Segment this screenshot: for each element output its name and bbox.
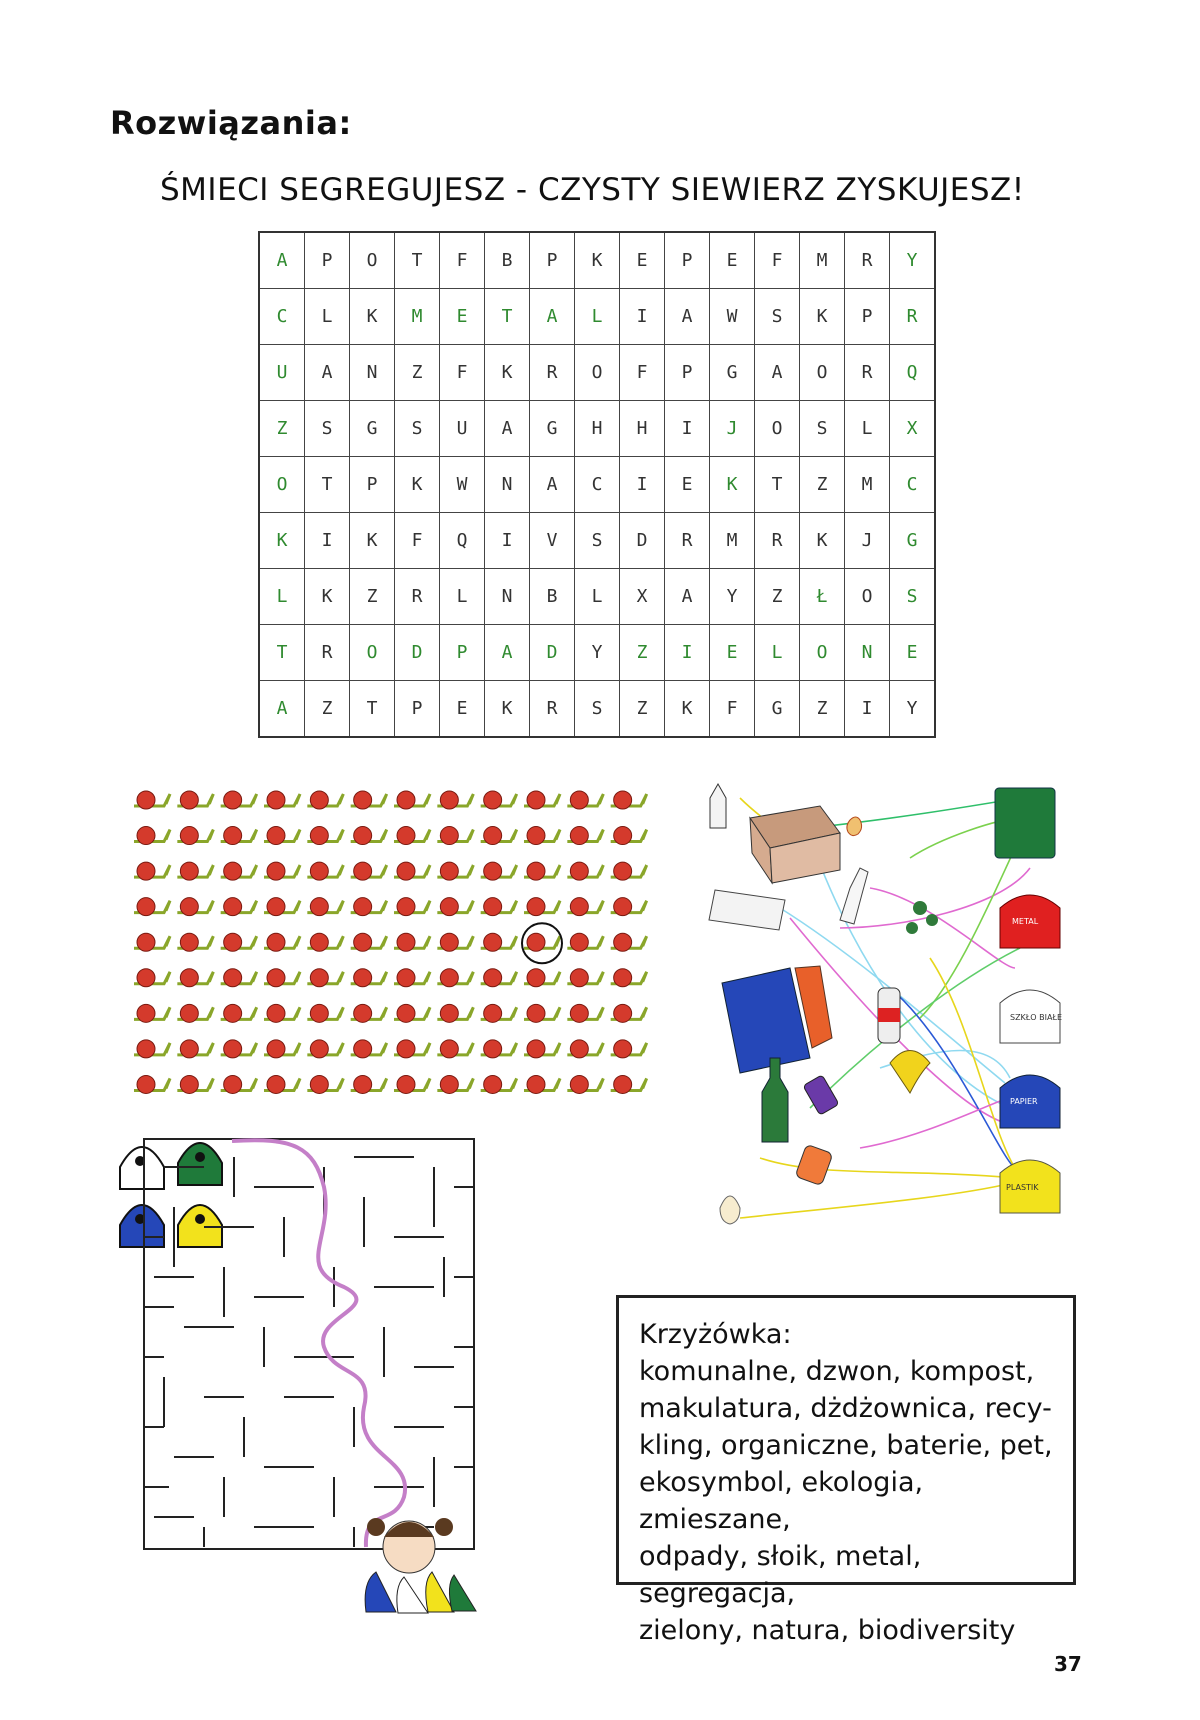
snail-icon (221, 898, 257, 916)
word-search-cell: C (575, 457, 620, 513)
word-search-cell: K (665, 681, 710, 738)
snail-icon (611, 1040, 647, 1058)
snail-icon (524, 933, 560, 951)
word-search-cell: R (530, 345, 575, 401)
snail-icon (351, 969, 387, 987)
word-search-cell: M (800, 232, 845, 289)
word-search-cell: A (259, 232, 305, 289)
word-search-cell: R (845, 345, 890, 401)
snail-icon (134, 827, 170, 845)
word-search-row (259, 345, 935, 401)
snail-icon (611, 791, 647, 809)
notebook-icon (722, 966, 832, 1073)
snail-icon (394, 827, 430, 845)
white-bin-icon (120, 1147, 164, 1189)
snail-icon (177, 1040, 213, 1058)
crossword-answer-line: odpady, słoik, metal, segregacja, (639, 1541, 922, 1609)
word-search-cell: Z (350, 569, 395, 625)
metal-bin-icon (1000, 895, 1060, 948)
word-search-cell: Y (890, 232, 936, 289)
word-search-cell: E (440, 681, 485, 738)
snail-icon (437, 862, 473, 880)
bin-label-white-glass: SZKŁO BIAŁE (1010, 1013, 1063, 1022)
word-search-cell: H (575, 401, 620, 457)
wordsearch-solution-phrase: ŚMIECI SEGREGUJESZ - CZYSTY SIEWIERZ ZYSKUJESZ! (160, 172, 1025, 208)
word-search-cell: Y (575, 625, 620, 681)
snail-icon (611, 933, 647, 951)
snail-icon (134, 898, 170, 916)
word-search-cell: I (845, 681, 890, 738)
word-search-row (259, 513, 935, 569)
snail-icon (524, 1075, 560, 1093)
word-search-cell: K (710, 457, 755, 513)
snail-icon (611, 827, 647, 845)
snail-icon (177, 827, 213, 845)
crossword-answer-line: komunalne, dzwon, kompost, (639, 1356, 1035, 1387)
word-search-cell: U (259, 345, 305, 401)
word-search-cell: O (800, 345, 845, 401)
maze-bins (120, 1143, 222, 1247)
word-search-cell: X (890, 401, 936, 457)
word-search-cell: F (620, 345, 665, 401)
snail-icon (307, 898, 343, 916)
snail-icon (264, 1075, 300, 1093)
snail-icon (264, 791, 300, 809)
word-search-cell: K (350, 289, 395, 345)
snail-icon (394, 969, 430, 987)
word-search-cell: M (710, 513, 755, 569)
word-search-cell: F (440, 345, 485, 401)
snail-icon (134, 933, 170, 951)
word-search-cell: Z (800, 457, 845, 513)
crossword-answers-box (616, 1295, 1076, 1646)
jar-icon (795, 1144, 833, 1186)
word-search-cell: G (530, 401, 575, 457)
word-search-cell: E (665, 457, 710, 513)
snail-icon (177, 933, 213, 951)
snail-icon (524, 1040, 560, 1058)
word-search-cell: E (710, 625, 755, 681)
word-search-cell: L (305, 289, 350, 345)
snail-icon (524, 791, 560, 809)
snail-icon (221, 969, 257, 987)
snail-icon (134, 791, 170, 809)
word-search-cell: S (395, 401, 440, 457)
word-search-cell: A (485, 625, 530, 681)
plastic-bottle-icon (878, 988, 900, 1043)
word-search-cell: A (305, 345, 350, 401)
leaves-icon (906, 901, 938, 934)
snail-icon (437, 969, 473, 987)
word-search-cell: P (305, 232, 350, 289)
word-search-cell: P (350, 457, 395, 513)
girl-with-bags-illustration (365, 1518, 476, 1613)
snail-icon (351, 791, 387, 809)
snail-icon (264, 1040, 300, 1058)
snail-icon (134, 1004, 170, 1022)
crossword-answer-line: makulatura, dżdżownica, recy- (639, 1393, 1052, 1424)
word-search-cell: E (620, 232, 665, 289)
snail-icon (437, 1040, 473, 1058)
word-search-row (259, 569, 935, 625)
word-search-row (259, 289, 935, 345)
word-search-cell: E (890, 625, 936, 681)
snail-icon (481, 898, 517, 916)
word-search-cell: P (530, 232, 575, 289)
snail-icon (611, 969, 647, 987)
word-search-cell: A (755, 345, 800, 401)
word-search-cell: I (665, 401, 710, 457)
word-search-cell: K (350, 513, 395, 569)
word-search-cell: L (440, 569, 485, 625)
word-search-cell: V (530, 513, 575, 569)
bin-label-paper: PAPIER (1010, 1097, 1038, 1106)
bin-label-plastic: PLASTIK (1006, 1183, 1039, 1192)
word-search-cell: Ł (800, 569, 845, 625)
snail-icon (307, 1040, 343, 1058)
apple-core-icon (847, 817, 862, 836)
snail-icon (524, 827, 560, 845)
snail-icon (437, 1075, 473, 1093)
word-search-cell: I (305, 513, 350, 569)
word-search-cell: Z (800, 681, 845, 738)
snail-icon (567, 862, 603, 880)
snail-icon (351, 933, 387, 951)
snail-icon (177, 1075, 213, 1093)
snail-icon (177, 1004, 213, 1022)
snail-icon (307, 1075, 343, 1093)
word-search-cell: R (890, 289, 936, 345)
word-search-row (259, 457, 935, 513)
word-search-cell: K (800, 513, 845, 569)
snail-icon (481, 933, 517, 951)
word-search-cell: K (395, 457, 440, 513)
snail-icon (264, 862, 300, 880)
snail-icon (264, 898, 300, 916)
paper-bin-icon (1000, 1075, 1060, 1128)
snail-icon (567, 791, 603, 809)
word-search-cell: Z (620, 681, 665, 738)
snail-icon (437, 898, 473, 916)
word-search-cell: K (485, 681, 530, 738)
word-search-row (259, 625, 935, 681)
word-search-cell: E (440, 289, 485, 345)
newspaper-icon (709, 890, 785, 930)
snail-icon (221, 1075, 257, 1093)
word-search-cell: P (665, 345, 710, 401)
word-search-cell: D (530, 625, 575, 681)
word-search-cell: Z (395, 345, 440, 401)
snail-icon (394, 1040, 430, 1058)
word-search-cell: K (305, 569, 350, 625)
word-search-cell: N (485, 569, 530, 625)
banana-peel-icon (890, 1051, 930, 1094)
word-search-cell: T (395, 232, 440, 289)
word-search-cell: P (665, 232, 710, 289)
snail-icon (264, 1004, 300, 1022)
word-search-cell: T (259, 625, 305, 681)
snail-icon (134, 1075, 170, 1093)
snail-icon (221, 862, 257, 880)
word-search-cell: P (845, 289, 890, 345)
snail-icon (437, 791, 473, 809)
word-search-cell: E (710, 232, 755, 289)
word-search-cell: F (440, 232, 485, 289)
snail-icon (394, 862, 430, 880)
word-search-cell: D (395, 625, 440, 681)
word-search-cell: O (575, 345, 620, 401)
word-search-cell: I (620, 289, 665, 345)
snail-icon (307, 827, 343, 845)
snail-icon (264, 969, 300, 987)
snail-icon (221, 1040, 257, 1058)
snail-icon (351, 1004, 387, 1022)
white-glass-bin-icon (1000, 990, 1062, 1043)
word-search-cell: P (395, 681, 440, 738)
word-search-cell: R (755, 513, 800, 569)
snail-icon (394, 791, 430, 809)
word-search-cell: L (575, 289, 620, 345)
word-search-cell: G (890, 513, 936, 569)
snail-icon (611, 898, 647, 916)
snail-icon (221, 1004, 257, 1022)
snail-icon (481, 862, 517, 880)
word-search-cell: C (259, 289, 305, 345)
plastic-bin-icon (1000, 1160, 1060, 1213)
word-search-cell: A (530, 457, 575, 513)
word-search-cell: O (350, 232, 395, 289)
word-search-cell: K (259, 513, 305, 569)
word-search-cell: F (755, 232, 800, 289)
word-search-cell: Z (755, 569, 800, 625)
snail-icon (134, 862, 170, 880)
word-search-cell: H (620, 401, 665, 457)
word-search-cell: U (440, 401, 485, 457)
snail-icon (307, 791, 343, 809)
word-search-cell: S (305, 401, 350, 457)
word-search-row (259, 232, 935, 289)
snail-icon (567, 1075, 603, 1093)
word-search-cell: K (575, 232, 620, 289)
green-bin-icon (995, 788, 1055, 858)
word-search-cell: G (755, 681, 800, 738)
word-search-cell: O (845, 569, 890, 625)
word-search-cell: Y (890, 681, 936, 738)
snail-icon (481, 969, 517, 987)
word-search-row (259, 401, 935, 457)
snail-icon (567, 1004, 603, 1022)
snail-icon (567, 933, 603, 951)
snail-icon (437, 827, 473, 845)
word-search-cell: S (755, 289, 800, 345)
word-search-cell: M (395, 289, 440, 345)
word-search-cell: S (890, 569, 936, 625)
cardboard-box-icon (750, 806, 840, 883)
word-search-cell: N (485, 457, 530, 513)
word-search-cell: A (665, 289, 710, 345)
green-glass-bottle-icon (762, 1058, 788, 1142)
word-search-cell: L (755, 625, 800, 681)
maze-puzzle (114, 1127, 554, 1617)
word-search-cell: I (665, 625, 710, 681)
snail-icon (177, 898, 213, 916)
word-search-cell: T (305, 457, 350, 513)
snail-icon (351, 1075, 387, 1093)
blue-bin-icon (120, 1205, 164, 1247)
word-search-cell: G (710, 345, 755, 401)
word-search-cell: R (530, 681, 575, 738)
snail-icon (351, 827, 387, 845)
snail-icon (524, 862, 560, 880)
snail-icon (221, 933, 257, 951)
word-search-cell: L (575, 569, 620, 625)
snail-icon (394, 933, 430, 951)
word-search-grid (258, 231, 936, 738)
snail-icon (567, 1040, 603, 1058)
word-search-cell: R (395, 569, 440, 625)
can-icon (803, 1075, 839, 1115)
snail-icon (567, 898, 603, 916)
snail-icon (611, 862, 647, 880)
snail-icon (394, 1004, 430, 1022)
word-search-cell: B (485, 232, 530, 289)
word-search-cell: O (350, 625, 395, 681)
word-search-cell: S (575, 681, 620, 738)
snail-icon (134, 1040, 170, 1058)
word-search-cell: D (620, 513, 665, 569)
word-search-cell: I (620, 457, 665, 513)
word-search-cell: J (845, 513, 890, 569)
snail-icon (351, 898, 387, 916)
snail-icon (134, 969, 170, 987)
snail-icon (567, 827, 603, 845)
word-search-cell: Q (440, 513, 485, 569)
word-search-cell: W (710, 289, 755, 345)
snail-icon (394, 898, 430, 916)
word-search-cell: X (620, 569, 665, 625)
word-search-cell: F (395, 513, 440, 569)
word-search-cell: T (755, 457, 800, 513)
word-search-cell: G (350, 401, 395, 457)
snail-icon (524, 898, 560, 916)
word-search-cell: T (485, 289, 530, 345)
crossword-answer-line: zielony, natura, biodiversity (639, 1615, 1016, 1646)
word-search-cell: J (710, 401, 755, 457)
snail-icon (437, 933, 473, 951)
word-search-cell: L (845, 401, 890, 457)
maze-solution-path (232, 1140, 405, 1547)
snail-icon (524, 1004, 560, 1022)
word-search-cell: O (755, 401, 800, 457)
snail-icon (567, 969, 603, 987)
word-search-cell: A (665, 569, 710, 625)
snail-icon (611, 1075, 647, 1093)
snail-icon (481, 1004, 517, 1022)
eggshell-icon (720, 1196, 740, 1224)
snail-icon (307, 969, 343, 987)
word-search-cell: W (440, 457, 485, 513)
snail-icon (264, 827, 300, 845)
word-search-cell: O (800, 625, 845, 681)
word-search-cell: S (575, 513, 620, 569)
word-search-cell: N (845, 625, 890, 681)
word-search-cell: A (259, 681, 305, 738)
word-search-cell: A (530, 289, 575, 345)
green-bin-icon (178, 1143, 222, 1185)
word-search-cell: P (440, 625, 485, 681)
word-search-cell: M (845, 457, 890, 513)
snail-icon (394, 1075, 430, 1093)
word-search-cell: L (259, 569, 305, 625)
crossword-answer-line: kling, organiczne, baterie, pet, (639, 1430, 1053, 1461)
page-number: 37 (1054, 1652, 1082, 1676)
snail-icon (221, 827, 257, 845)
word-search-row (259, 681, 935, 738)
bin-label-metal: METAL (1012, 917, 1039, 926)
maze-walls (144, 1139, 474, 1549)
word-search-cell: F (710, 681, 755, 738)
snail-icon (611, 1004, 647, 1022)
snail-icon (264, 933, 300, 951)
snail-icon (177, 791, 213, 809)
word-search-cell: Z (620, 625, 665, 681)
snail-icon (481, 1075, 517, 1093)
word-search-cell: K (800, 289, 845, 345)
bottle-icon (710, 784, 726, 828)
snail-icon (307, 1004, 343, 1022)
word-search-cell: Y (710, 569, 755, 625)
word-search-cell: R (845, 232, 890, 289)
word-search-cell: I (485, 513, 530, 569)
word-search-cell: Z (259, 401, 305, 457)
snail-icon (221, 791, 257, 809)
waste-matching-puzzle (700, 778, 1070, 1248)
word-search-table (258, 231, 936, 738)
snail-icon (177, 969, 213, 987)
snail-icon (351, 1040, 387, 1058)
snail-icon (481, 827, 517, 845)
word-search-cell: Q (890, 345, 936, 401)
snail-icon (351, 862, 387, 880)
word-search-cell: O (259, 457, 305, 513)
snail-icon (524, 969, 560, 987)
word-search-cell: Z (305, 681, 350, 738)
crossword-title: Krzyżówka: (639, 1319, 792, 1350)
word-search-cell: A (485, 401, 530, 457)
word-search-cell: C (890, 457, 936, 513)
word-search-cell: N (350, 345, 395, 401)
snail-icon (481, 791, 517, 809)
word-search-cell: R (665, 513, 710, 569)
page-heading: Rozwiązania: (110, 104, 352, 142)
crossword-answer-line: ekosymbol, ekologia, zmieszane, (639, 1467, 924, 1535)
snail-puzzle (128, 778, 648, 1098)
word-search-cell: K (485, 345, 530, 401)
glass-bottle-icon (840, 868, 868, 924)
snail-icon (307, 862, 343, 880)
snail-icon (177, 862, 213, 880)
word-search-cell: R (305, 625, 350, 681)
word-search-cell: T (350, 681, 395, 738)
snail-icon (307, 933, 343, 951)
snail-icon (481, 1040, 517, 1058)
snail-icon (437, 1004, 473, 1022)
word-search-cell: S (800, 401, 845, 457)
word-search-cell: B (530, 569, 575, 625)
